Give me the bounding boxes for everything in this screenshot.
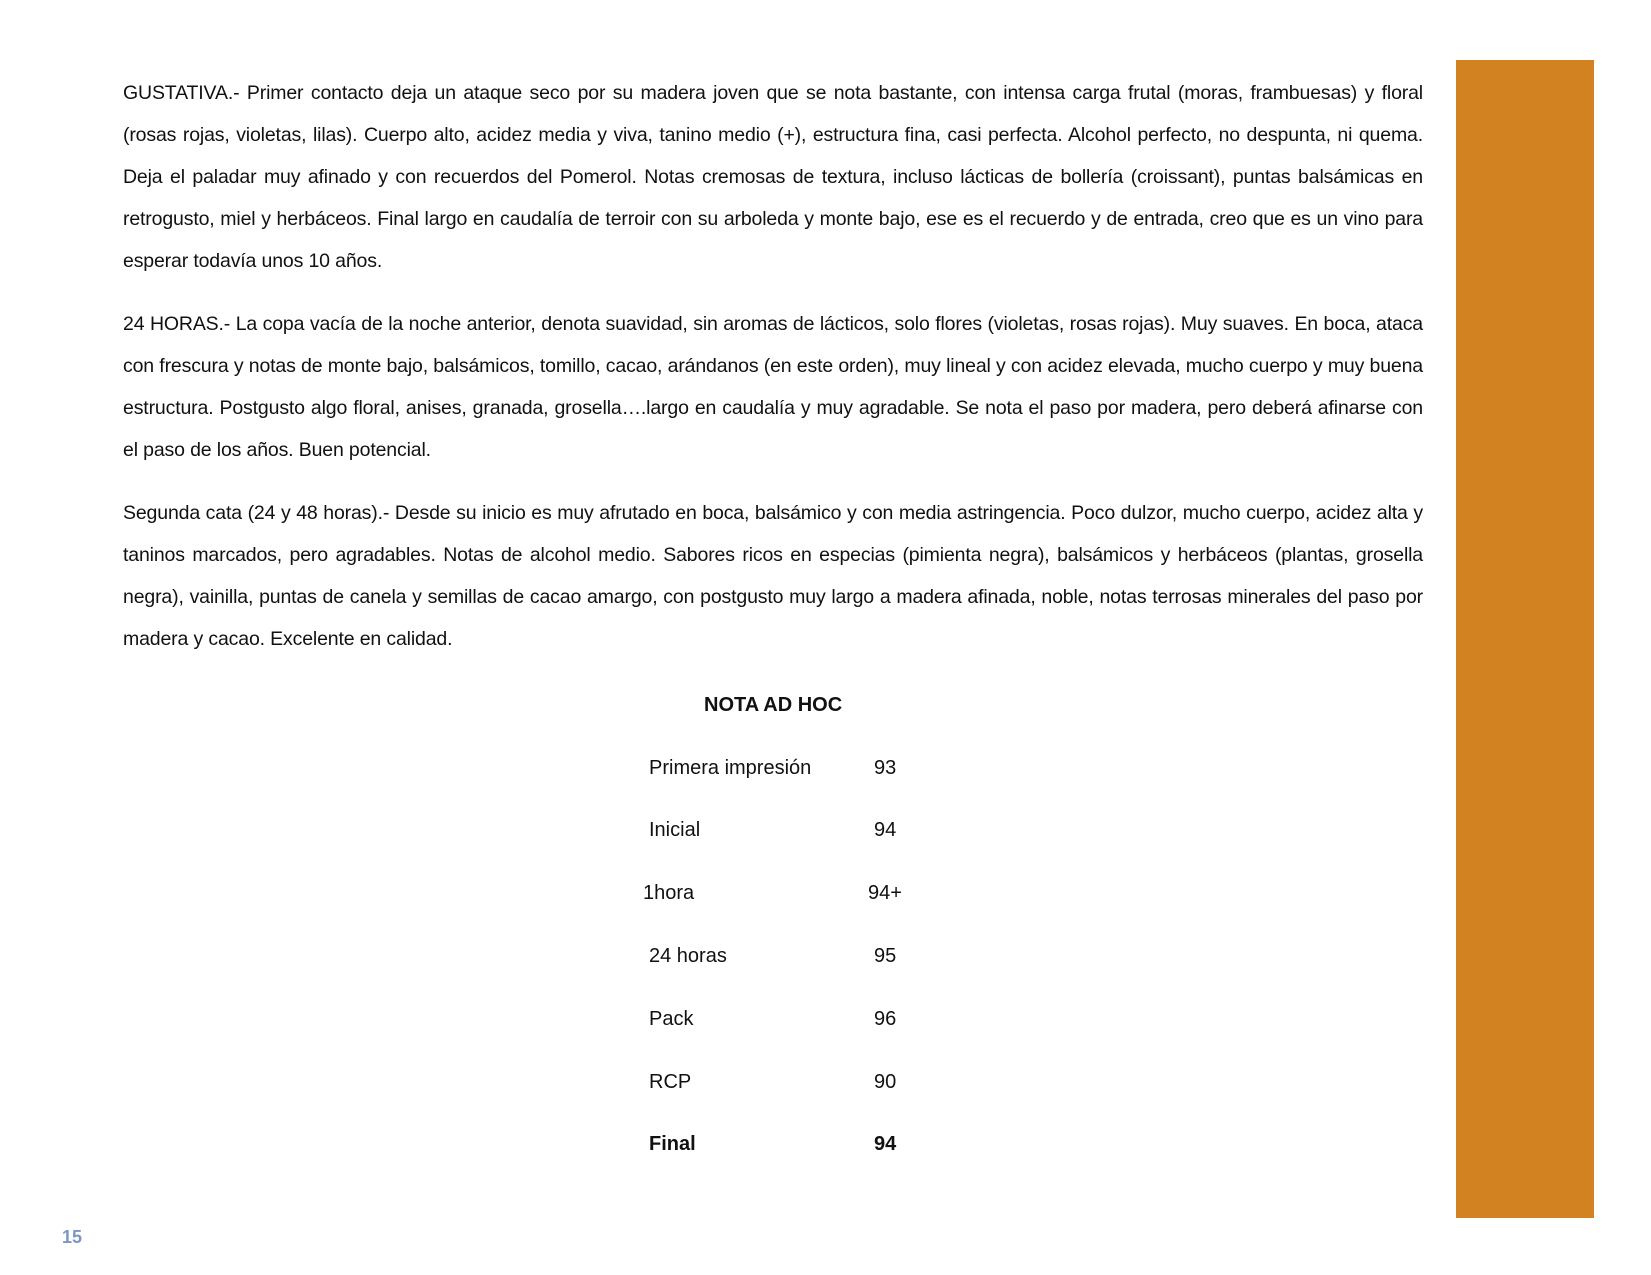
- score-label: 24 horas: [649, 945, 727, 967]
- score-value: 90: [874, 1071, 897, 1093]
- score-label: Pack: [649, 1008, 694, 1030]
- score-label: RCP: [649, 1071, 692, 1093]
- paragraph-gustativa: GUSTATIVA.- Primer contacto deja un ataque seco por su madera joven que se nota bastante, con intensa carga frutal (moras, frambuesas) y floral (rosas rojas, violetas, lilas). Cuerpo alto, acidez media y viva, tanino medio (+), estructura fina, casi perfecta. Alcohol perfecto, no despunta, ni quema. Deja el paladar muy afinado y con recuerdos del Pomerol. Notas cremosas de textura, incluso lácticas de bollería (croissant), puntas balsámicas en retrogusto, miel y herbáceos. Final largo en caudalía de terroir con su arboleda y monte bajo, ese es el recuerdo y de entrada, creo que es un vino para esperar todavía unos 10 años.: [123, 82, 1423, 272]
- score-value: 95: [874, 945, 897, 967]
- score-label: 1hora: [643, 882, 695, 904]
- score-value: 94+: [868, 882, 902, 904]
- score-label: Inicial: [649, 819, 701, 841]
- score-value: 94: [874, 1133, 897, 1155]
- tasting-notes-body: [123, 72, 1423, 681]
- score-value: 96: [874, 1008, 897, 1030]
- score-label: Primera impresión: [649, 757, 812, 779]
- decorative-side-bar: [1456, 60, 1594, 1218]
- score-label: Final: [649, 1133, 696, 1155]
- score-value: 93: [874, 757, 897, 779]
- score-table-title: NOTA AD HOC: [704, 694, 843, 716]
- paragraph-24-horas: 24 HORAS.- La copa vacía de la noche anterior, denota suavidad, sin aromas de lácticos, solo flores (violetas, rosas rojas). Muy suaves. En boca, ataca con frescura y notas de monte bajo, balsámicos, tomillo, cacao, arándanos (en este orden), muy lineal y con acidez elevada, mucho cuerpo y muy buena estructura. Postgusto algo floral, anises, granada, grosella….largo en caudalía y muy agradable. Se nota el paso por madera, pero deberá afinarse con el paso de los años. Buen potencial.: [123, 313, 1423, 461]
- paragraph-segunda-cata: Segunda cata (24 y 48 horas).- Desde su inicio es muy afrutado en boca, balsámico y con media astringencia. Poco dulzor, mucho cuerpo, acidez alta y taninos marcados, pero agradables. Notas de alcohol medio. Sabores ricos en especias (pimienta negra), balsámicos y herbáceos (plantas, grosella negra), vainilla, puntas de canela y semillas de cacao amargo, con postgusto muy largo a madera afinada, noble, notas terrosas minerales del paso por madera y cacao. Excelente en calidad.: [123, 502, 1423, 650]
- score-value: 94: [874, 819, 897, 841]
- page-number: 15: [62, 1227, 83, 1247]
